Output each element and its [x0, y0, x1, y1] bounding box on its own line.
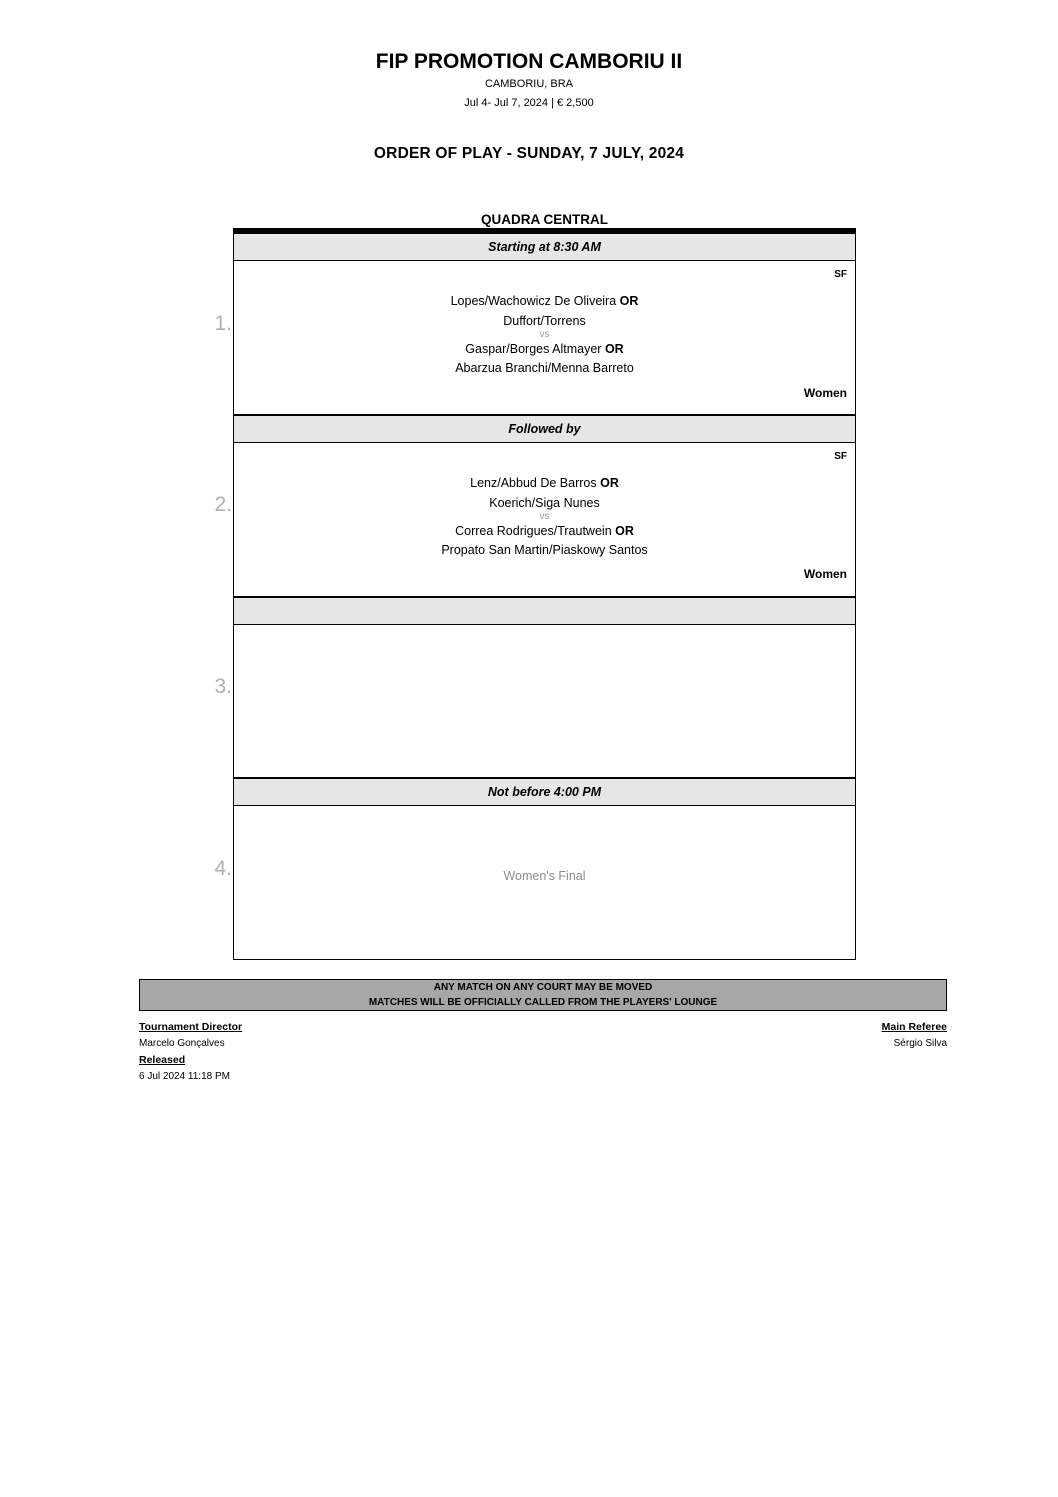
notice-line-2: MATCHES WILL BE OFFICIALLY CALLED FROM THE PLAYERS' LOUNGE	[368, 997, 718, 1008]
match-1-team2-line1: Gaspar/Borges Altmayer OR	[465, 342, 624, 356]
match-1-team2-line2: Abarzua Branchi/Menna Barreto	[455, 361, 634, 375]
match-3-time	[233, 596, 856, 625]
match-1-team1-line1: Lopes/Wachowicz De Oliveira OR	[450, 294, 639, 308]
match-1-vs: vs	[539, 329, 550, 340]
match-4-time: Not before 4:00 PM	[233, 777, 856, 806]
tournament-title: FIP PROMOTION CAMBORIU II	[375, 50, 683, 73]
match-4-number: 4.	[214, 857, 232, 880]
match-1-card	[233, 261, 856, 415]
match-2-number: 2.	[214, 493, 232, 516]
match-1-round: SF	[834, 269, 847, 280]
tournament-dates-prize: Jul 4- Jul 7, 2024 | € 2,500	[464, 97, 594, 109]
match-1-time: Starting at 8:30 AM	[233, 232, 856, 261]
match-1-number: 1.	[214, 312, 232, 335]
match-3-card	[233, 625, 856, 778]
referee-name: Sérgio Silva	[893, 1038, 947, 1049]
match-2-time: Followed by	[233, 414, 856, 443]
tournament-location: CAMBORIU, BRA	[484, 78, 573, 90]
match-4-note: Women's Final	[503, 869, 586, 883]
match-2-team1-line2: Koerich/Siga Nunes	[489, 496, 600, 510]
match-2-card	[233, 443, 856, 597]
notice-line-1: ANY MATCH ON ANY COURT MAY BE MOVED	[433, 982, 653, 993]
match-4-card	[233, 806, 856, 960]
match-2-team2-line1: Correa Rodrigues/Trautwein OR	[455, 524, 634, 538]
director-name: Marcelo Gonçalves	[139, 1038, 225, 1049]
notice-banner	[139, 979, 947, 1011]
match-1-team1-line2: Duffort/Torrens	[503, 314, 586, 328]
match-1-category: Women	[803, 386, 847, 400]
match-2-vs: vs	[539, 511, 550, 522]
referee-label: Main Referee	[881, 1021, 947, 1033]
match-3-number: 3.	[214, 675, 232, 698]
order-of-play-heading: ORDER OF PLAY - SUNDAY, 7 JULY, 2024	[373, 145, 685, 162]
match-2-category: Women	[803, 567, 847, 581]
released-value: 6 Jul 2024 11:18 PM	[139, 1071, 230, 1082]
match-2-team2-line2: Propato San Martin/Piaskowy Santos	[441, 543, 648, 557]
director-label: Tournament Director	[139, 1021, 243, 1033]
match-2-team1-line1: Lenz/Abbud De Barros OR	[470, 476, 619, 490]
court-name: QUADRA CENTRAL	[481, 212, 608, 227]
match-2-round: SF	[834, 451, 847, 462]
released-label: Released	[139, 1054, 186, 1066]
